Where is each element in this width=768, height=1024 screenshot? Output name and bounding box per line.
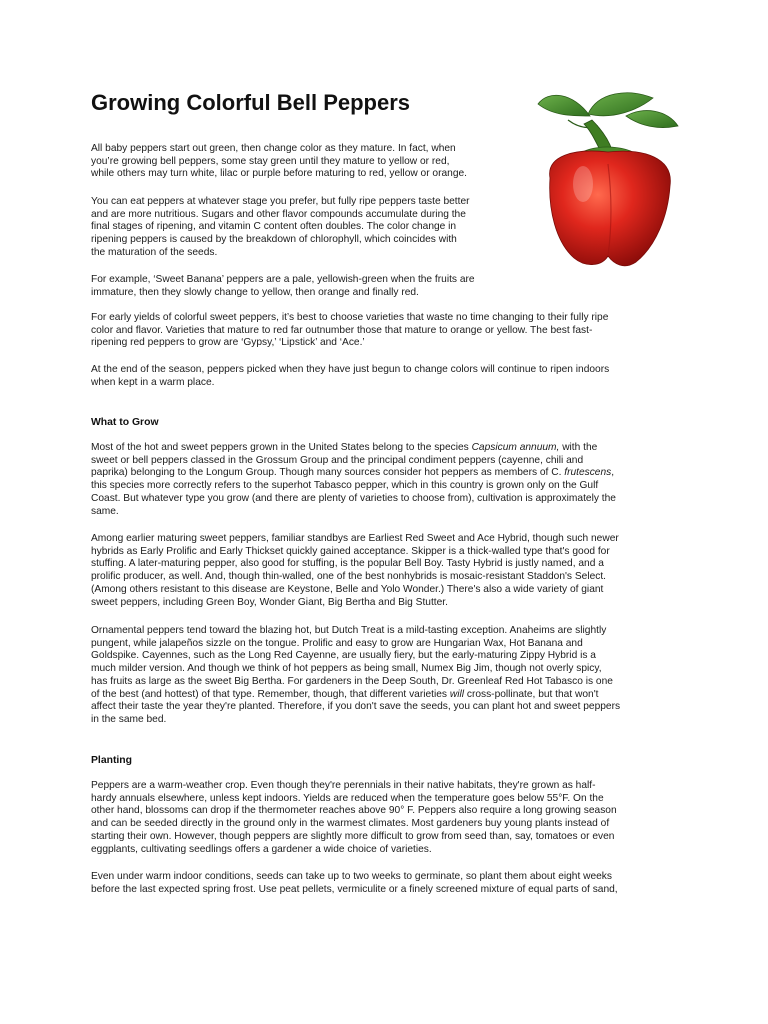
what-paragraph-3: Ornamental peppers tend toward the blazing hot, but Dutch Treat is a mild-tasting exception. Anaheims are slightly pungent, while jalapeños sizzle on the tongue. Prolific and easy to grow are Hungarian Wax, Hot Banana and Goldspike. Cayennes, such as the Long Red Cayenne, are usually fiery, but the early-maturing Zippy Hybrid is a much milder version. And though we think of hot peppers as being small, Numex Big Jim, though not overly spicy, has fruits as large as the sweet Big Bertha. For gardeners in the Deep South, Dr. Greenleaf Red Hot Tabasco is one of the best (and hottest) of that type. Remember, though, that different varieties will cross-pollinate, but that won't affect their taste the year they're planted. Therefore, if you don't save the seeds, you can plant hot and sweet peppers in the same bed. xyxy=(91,625,621,725)
what-paragraph-1: Most of the hot and sweet peppers grown in the United States belong to the species Capsicum annuum, with the sweet or bell peppers classed in the Grossum Group and the principal condiment peppers (cayenne, chili and paprika) belonging to the Longum Group. Though many sources consider hot peppers as members of C. frutescens, this species more correctly refers to the superhot Tabasco pepper, which in this country is grown only on the Gulf Coast. But whatever type you grow (and there are plenty of varieties to choose from), cultivation is approximately the same. xyxy=(91,442,616,517)
planting-paragraph-2: Even under warm indoor conditions, seeds can take up to two weeks to germinate, so plant them about eight weeks before the last expected spring frost. Use peat pellets, vermiculite or a finely screened mixture of equal parts of sand, xyxy=(91,871,618,895)
intro-paragraph-2: You can eat peppers at whatever stage you prefer, but fully ripe peppers taste better and are more nutritious. Sugars and other flavor compounds accumulate during the final stages of ripening, and vitamin C content often doubles. The color change in ripening peppers is caused by the breakdown of chlorophyll, which coincides with the maturation of the seeds. xyxy=(91,196,470,258)
intro-paragraph-4: For early yields of colorful sweet peppers, it’s best to choose varieties that waste no time changing to their fully ripe color and flavor. Varieties that mature to red far outnumber those that mature to orange or yellow. The best fast- ripening red peppers to grow are ‘Gypsy,’ ‘Lipstick’ and ‘Ace.’ xyxy=(91,312,609,349)
red-bell-pepper-illustration xyxy=(528,86,688,272)
section-heading-planting: Planting xyxy=(91,755,132,766)
intro-paragraph-3: For example, ‘Sweet Banana’ peppers are a pale, yellowish-green when the fruits are immature, then they slowly change to yellow, then orange and finally red. xyxy=(91,274,475,298)
what-paragraph-2: Among earlier maturing sweet peppers, familiar standbys are Earliest Red Sweet and Ace Hybrid, though such newer hybrids as Early Prolific and Early Thickset quickly gained acceptance. Skipper is a thick-walled type that's good for stuffing. A later-maturing pepper, also good for stuffing, is the popular Bell Boy. Tasty Hybrid is justly named, and a prolific producer, as well. And, though thin-walled, one of the best nonhybrids is mosaic-resistant Staddon's Select. (Among others resistant to this disease are Keystone, Belle and Yolo Wonder.) There's also a wide variety of giant sweet peppers, including Green Boy, Wonder Giant, Big Bertha and Big Stutter. xyxy=(91,533,619,608)
intro-paragraph-5: At the end of the season, peppers picked when they have just begun to change colors will continue to ripen indoors when kept in a warm place. xyxy=(91,364,610,388)
section-heading-what-to-grow: What to Grow xyxy=(91,417,159,428)
planting-paragraph-1: Peppers are a warm-weather crop. Even though they're perennials in their native habitats, they're grown as half- hardy annuals elsewhere, unless kept indoors. Yields are reduced when the temperature goes below 55°F. On the other hand, blossoms can drop if the thermometer reaches above 90° F. Peppers also require a long growing season and can be seeded directly in the ground only in the warmest climates. Most gardeners buy young plants instead of starting their own. However, though peppers are slightly more difficult to grow from seed than, say, tomatoes or even eggplants, cultivating seedlings offers a gardener a wide choice of varieties. xyxy=(91,780,617,855)
intro-paragraph-1: All baby peppers start out green, then change color as they mature. In fact, when you’re growing bell peppers, some stay green until they mature to yellow or red, while others may turn white, lilac or purple before maturing to red, yellow or orange. xyxy=(91,143,467,180)
page-title: Growing Colorful Bell Peppers xyxy=(91,90,411,115)
